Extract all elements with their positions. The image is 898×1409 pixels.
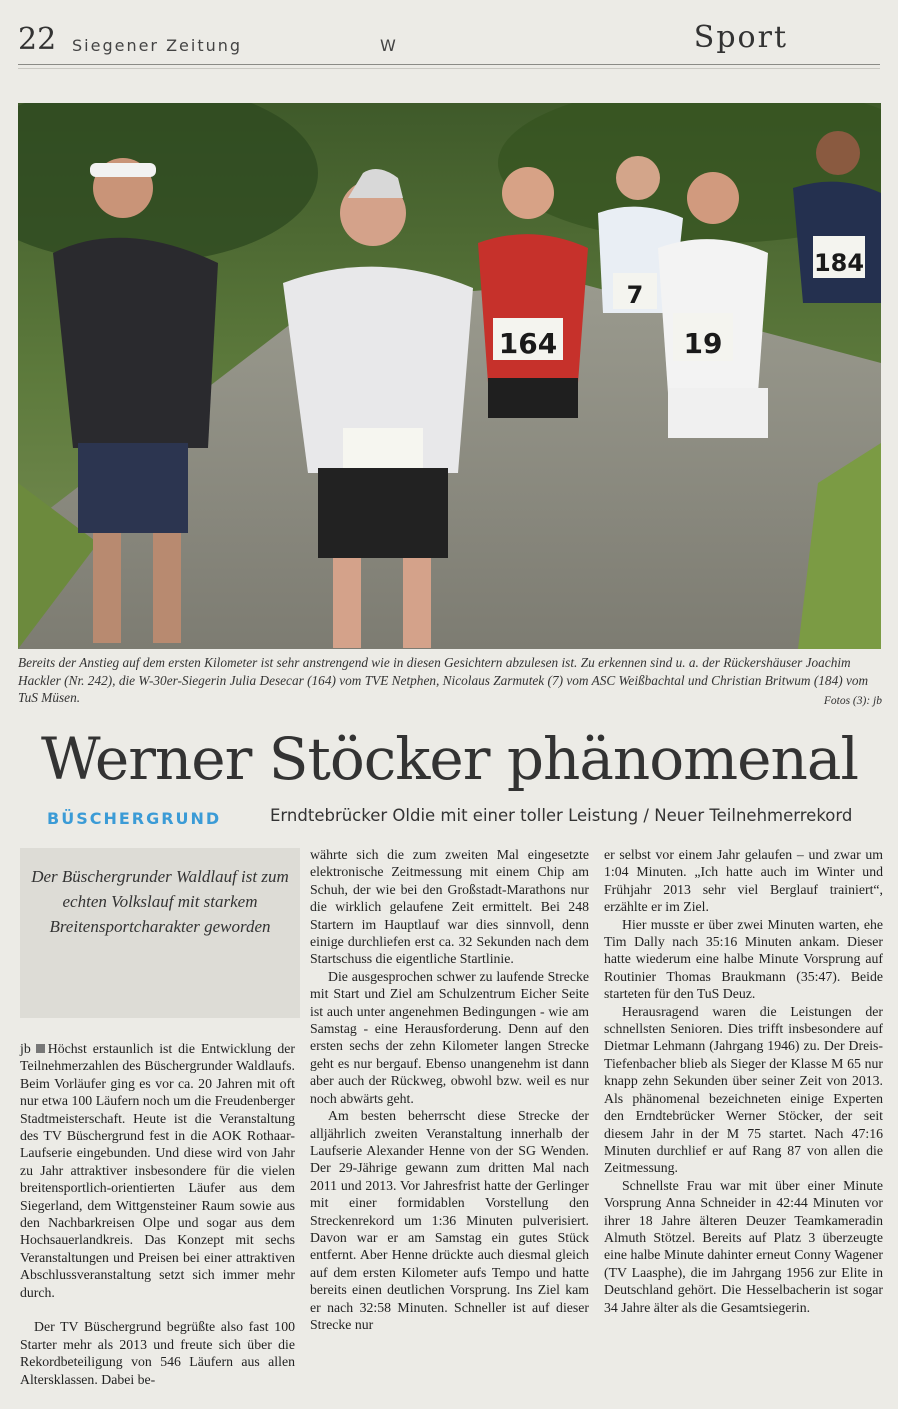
photo-credit: Fotos (3): jb: [823, 695, 882, 707]
byline: jb: [20, 1041, 31, 1056]
article-subhead: Erndtebrücker Oldie mit einer toller Leistung / Neuer Teilnehmerrekord: [270, 806, 853, 825]
paragraph-1: [20, 1040, 295, 1301]
paragraph-6: er selbst vor einem Jahr gelaufen – und zwar um 1:04 Minuten. „Ich hatte auch im Winter und Frühjahr 2013 sehr viel Berglauf trainiert“, erzählte er im Ziel.: [604, 847, 883, 915]
bib-184: 184: [813, 249, 865, 277]
byline-square-icon: [36, 1044, 45, 1053]
article-column-2: [310, 846, 589, 1333]
photo-caption: Bereits der Anstieg auf dem ersten Kilometer ist sehr anstrengend wie in diesen Gesichtern abzulesen ist. Zu erkennen sind u. a. der Rückershäuser Joachim Hackler (Nr. 242), die W-30er-Siegerin Julia Desecar (164) vom TVE Netphen, Nicolaus Zarmutek (7) vom ASC Weißbachtal und Christian Britwum (184) vom TuS Müsen.: [18, 655, 869, 705]
article-column-3: [604, 846, 883, 1316]
header-rule: [18, 64, 880, 65]
article-headline: Werner Stöcker phänomenal: [41, 725, 858, 793]
page-number: 22: [18, 22, 57, 57]
paragraph-3: währte sich die zum zweiten Mal eingesetzte elektronische Zeitmessung mit einem Chip am Schuh, der wie bei den Großstadt-Marathons nur die wirklich gelaufene Zeit ermittelt. Bei 248 Startern im Hauptlauf war dies sinnvoll, denn einige durchliefen erst ca. 32 Sekunden nach dem Startschuss die eigentliche Startlinie.: [310, 847, 589, 967]
paragraph-9: Schnellste Frau war mit über einer Minute Vorsprung Anna Schneider in 42:44 Minuten vor ihrer 18 Jahre älteren Deuzer Teamkameradin Almuth Stötzel. Bereits auf Platz 3 überzeugte eine halbe Minute dahinter erneut Conny Wagener (TV Laasphe), die im Jahrgang 1956 zur Elite in Deutschland gehört. Die Hesselbacherin ist sogar 34 Jahre älter als die Gesamtsiegerin.: [604, 1177, 883, 1315]
pull-quote: Der Büschergrunder Waldlauf ist zum echten Volkslauf mit starkem Breitensportcharakter geworden: [31, 867, 289, 936]
section-title: Sport: [693, 20, 788, 55]
masthead: [18, 18, 880, 62]
bib-7: 7: [626, 281, 644, 309]
paragraph-8: Herausragend waren die Leistungen der schnellsten Senioren. Dies trifft insbesondere auf Dietmar Lehmann (Jahrgang 1946) zu. Der Dreis-Tiefenbacher blieb als Sieger der Klasse M 65 nur knapp zehn Sekunden über seiner Zeit von 2013. Als phänomenal bezeichneten einige Experten den Erndtebrücker Werner Stöcker, der seit diesem Jahr in der M 75 startet. Nach 47:16 Minuten durchlief er auf Rang 87 von allen die Zeitmessung.: [604, 1003, 883, 1176]
paragraph-1-text: Höchst erstaunlich ist die Entwicklung der Teilnehmerzahlen des Büschergrunder Waldlaufs. Beim Vorläufer ging es vor ca. 20 Jahren mit oft nur etwa 100 Läufern noch um die Freudenberger Stadtmeisterschaft. Heute ist die Veranstaltung des TV Büschergrund fest in die AOK Rothaar-Laufserie eingebunden. Und diese wird von Jahr zu Jahr attraktiver insbesondere für die vielen breitensportlich-orientierten Läufer aus dem Siegerland, dem Wittgensteiner Raum sowie aus den Nachbarkreisen Olpe und sogar aus dem Hochsauerlandkreis. Das Konzept mit sechs Veranstaltungen und Preisen bei einer attraktiven Abschlussveranstaltung setzt sich immer mehr durch.: [20, 1041, 295, 1300]
header-rule-secondary: [18, 68, 880, 69]
paragraph-4: Die ausgesprochen schwer zu laufende Strecke mit Start und Ziel am Schulzentrum Eicher Seite ist auch unter angenehmen Bedingungen - wie am Samstag - eine Herausforderung. Denn auf den ersten sechs der zehn Kilometer langen Strecke geht es nur bergauf. Ebenso unangenehm ist dann aber auch der Rückweg, obwohl bzw. weil es nur noch abwärts geht.: [310, 968, 589, 1106]
newspaper-name: Siegener Zeitung: [72, 36, 243, 55]
bib-164: 164: [498, 327, 558, 360]
race-photo: [18, 103, 881, 649]
paragraph-7: Hier musste er über zwei Minuten warten, ehe Tim Dally nach 35:16 Minuten ankam. Dieser hatte wiederum eine halbe Minute Vorsprung auf Routinier Thomas Braukmann (35:47). Beide starteten für den TuS Deuz.: [604, 916, 883, 1002]
location-kicker: BÜSCHERGRUND: [47, 809, 222, 828]
paragraph-5: Am besten beherrscht diese Strecke der alljährlich zweiten Veranstaltung innerhalb der Laufserie Alexander Henne von der SG Wenden. Der 29-Jährige gewann zum dritten Mal nach 2011 und 2013. Vor Jahresfrist hatte der Gerlinger mit einer formidablen Vorstellung den Streckenrekord um 1:36 Minuten pulverisiert. Davon war er am Samstag ein gutes Stück entfernt. Aber Henne drückte auch diesmal gleich auf dem ersten Kilometer aufs Tempo und hatte bereits einen deutlichen Vorsprung. Ins Ziel kam er nach 32:58 Minuten. Schneller ist auf dieser Strecke nur: [310, 1108, 589, 1332]
bib-19: 19: [683, 327, 723, 360]
edition-mark: W: [380, 36, 396, 55]
pull-quote-box: [20, 848, 300, 1018]
paragraph-2: Der TV Büschergrund begrüßte also fast 100 Starter mehr als 2013 und freute sich über die Rekordbeteiligung von 546 Läufern aus allen Altersklassen. Dabei be-: [20, 1319, 295, 1387]
article-column-1: [20, 1040, 295, 1388]
